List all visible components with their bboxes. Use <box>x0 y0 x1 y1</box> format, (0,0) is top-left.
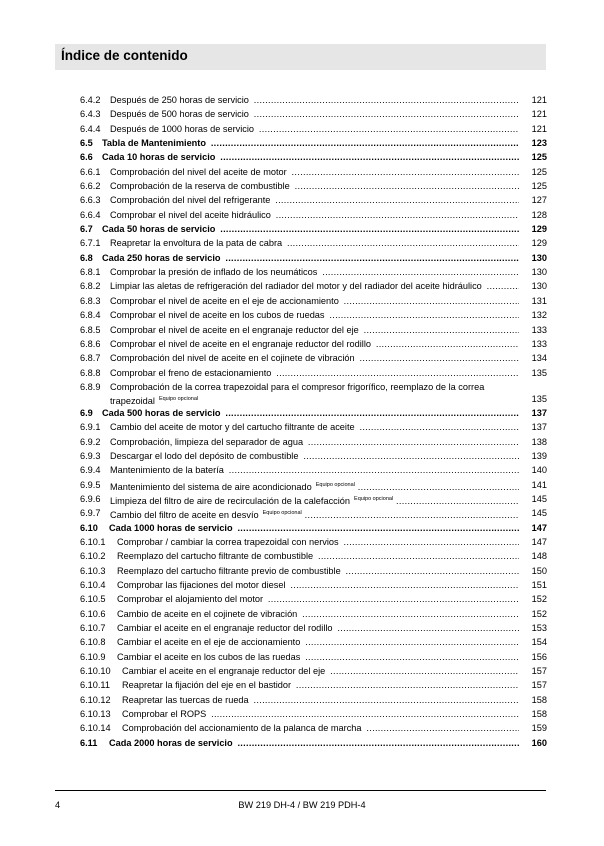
toc-entry-title[interactable] <box>122 678 519 692</box>
toc-entry-title-text: Comprobación del nivel de aceite en el cojinete de vibración <box>110 353 355 364</box>
toc-entry[interactable] <box>80 294 547 308</box>
toc-entry-page: 129 <box>531 224 547 235</box>
table-of-contents <box>80 93 547 750</box>
toc-entry-title[interactable] <box>110 122 519 136</box>
toc-entry[interactable] <box>80 208 547 222</box>
toc-entry-page: 134 <box>531 353 547 364</box>
toc-entry-number: 6.6.3 <box>80 195 101 206</box>
toc-entry-number: 6.4.2 <box>80 95 101 105</box>
toc-entry-title[interactable] <box>110 236 519 250</box>
toc-entry[interactable] <box>80 736 547 750</box>
toc-entry-number: 6.10.8 <box>80 637 106 648</box>
toc-entry-title[interactable] <box>110 351 519 365</box>
toc-entry-number: 6.10.12 <box>80 694 111 705</box>
toc-entry-page: 128 <box>531 209 547 220</box>
toc-entry-page: 153 <box>531 623 547 634</box>
toc-entry[interactable] <box>80 621 547 635</box>
toc-entry-title-text: Después de 1000 horas de servicio <box>110 123 255 134</box>
toc-entry-title-text: Mantenimiento del sistema de aire acondicionado <box>110 481 312 492</box>
toc-entry-title-text: Cada 10 horas de servicio <box>102 152 216 163</box>
toc-entry[interactable] <box>80 592 547 606</box>
toc-entry-number: 6.10.10 <box>80 666 111 677</box>
optional-equipment-tag: Equipo opcional <box>262 510 302 517</box>
toc-entry-number: 6.6.4 <box>80 209 101 220</box>
toc-entry-title[interactable] <box>102 406 519 420</box>
toc-entry-title[interactable] <box>110 449 519 463</box>
toc-entry[interactable] <box>80 721 547 735</box>
toc-entry-number: 6.8.1 <box>80 267 101 278</box>
toc-entry-title[interactable] <box>117 578 519 592</box>
toc-entry-page: 125 <box>531 181 547 192</box>
toc-entry-page: 130 <box>531 267 547 278</box>
toc-entry-page: 147 <box>531 522 547 533</box>
toc-entry-title[interactable] <box>110 366 519 380</box>
toc-entry-page: 138 <box>531 436 547 447</box>
toc-entry[interactable] <box>80 435 547 449</box>
toc-entry-title[interactable] <box>117 650 519 664</box>
toc-entry-page: 158 <box>531 694 547 705</box>
toc-entry-page: 121 <box>531 109 547 120</box>
toc-entry-number: 6.8.6 <box>80 338 101 349</box>
toc-entry-title[interactable] <box>117 592 519 606</box>
toc-entry-title-text: Comprobar el freno de estacionamiento <box>110 367 272 378</box>
toc-entry[interactable] <box>80 521 547 535</box>
toc-entry[interactable] <box>80 265 547 279</box>
toc-entry-title[interactable] <box>109 521 519 535</box>
toc-entry-page: 137 <box>531 407 547 418</box>
toc-entry-title[interactable] <box>117 549 519 563</box>
toc-entry-number: 6.9.4 <box>80 465 101 476</box>
toc-entry-title[interactable] <box>110 323 519 337</box>
toc-entry-title[interactable] <box>117 621 519 635</box>
toc-entry[interactable] <box>80 635 547 649</box>
toc-entry-page: 145 <box>531 493 547 504</box>
toc-entry-page: 152 <box>531 594 547 605</box>
toc-entry-number: 6.7 <box>80 224 93 235</box>
toc-entry-page: 130 <box>531 281 547 292</box>
toc-entry-number: 6.10.7 <box>80 623 106 634</box>
toc-entry-title[interactable] <box>109 736 519 750</box>
toc-entry-title[interactable] <box>110 308 519 322</box>
toc-entry[interactable] <box>80 93 547 107</box>
toc-entry-number: 6.5 <box>80 138 93 149</box>
toc-entry[interactable] <box>80 107 547 121</box>
toc-entry-page: 151 <box>531 580 547 590</box>
toc-entry-title-text: Comprobar el nivel de aceite en el eje de accionamiento <box>110 295 339 306</box>
toc-entry-number: 6.10.1 <box>80 536 106 547</box>
toc-entry-page: 127 <box>531 195 547 206</box>
toc-entry-title[interactable] <box>122 664 519 678</box>
toc-entry-title-text: Mantenimiento de la batería <box>110 465 224 476</box>
toc-entry-title-text: Comprobar el nivel de aceite en el engranaje reductor del rodillo <box>110 338 371 349</box>
toc-entry-title[interactable] <box>110 463 519 477</box>
toc-entry-title[interactable] <box>110 435 519 449</box>
toc-entry-page: 125 <box>531 152 547 163</box>
toc-entry-title-text: Cambio del aceite de motor y del cartucho filtrante de aceite <box>110 422 355 433</box>
toc-entry-title[interactable] <box>110 294 519 308</box>
toc-entry-title[interactable] <box>110 381 519 407</box>
toc-entry-title-text: Después de 250 horas de servicio <box>110 95 249 105</box>
toc-entry-number: 6.9.2 <box>80 436 101 447</box>
toc-entry-page: 133 <box>531 338 547 349</box>
toc-entry-title-text: Cada 50 horas de servicio <box>102 224 216 235</box>
toc-entry-number: 6.8.7 <box>80 353 101 364</box>
toc-entry-title-text: Cada 250 horas de servicio <box>102 252 221 263</box>
toc-entry-number: 6.6.2 <box>80 181 101 192</box>
toc-entry[interactable] <box>80 578 547 592</box>
toc-entry-number: 6.10.9 <box>80 651 106 662</box>
toc-entry[interactable] <box>80 380 547 406</box>
toc-entry-title[interactable] <box>117 535 519 549</box>
toc-entry-title[interactable] <box>122 693 519 707</box>
toc-entry[interactable] <box>80 650 547 664</box>
toc-entry-title-text: Cada 500 horas de servicio <box>102 407 221 418</box>
toc-entry[interactable] <box>80 236 547 250</box>
toc-entry[interactable] <box>80 478 547 492</box>
toc-entry-page: 154 <box>531 637 547 648</box>
toc-entry-number: 6.4.4 <box>80 123 101 134</box>
toc-entry-page: 129 <box>531 238 547 249</box>
toc-entry-number: 6.10.14 <box>80 723 111 734</box>
optional-equipment-tag: Equipo opcional <box>315 481 355 488</box>
toc-entry-page: 160 <box>531 737 547 748</box>
toc-entry[interactable] <box>80 449 547 463</box>
toc-entry-title[interactable] <box>110 165 519 179</box>
toc-entry-number: 6.8 <box>80 252 93 263</box>
toc-entry-title-text: Después de 500 horas de servicio <box>110 109 249 120</box>
toc-entry-title[interactable] <box>110 107 519 121</box>
footer-page-number: 4 <box>55 800 61 810</box>
toc-entry-title-text: Comprobación del nivel del refrigerante <box>110 195 271 206</box>
toc-entry-title[interactable] <box>110 420 519 434</box>
toc-entry[interactable] <box>80 420 547 434</box>
toc-entry-page: 132 <box>531 310 547 321</box>
toc-entry-page: 123 <box>531 138 547 149</box>
toc-entry-number: 6.9 <box>80 407 93 418</box>
toc-entry-page: 121 <box>531 123 547 134</box>
toc-entry-title[interactable] <box>122 707 519 721</box>
toc-entry-title-text: Comprobar la presión de inflado de los neumáticos <box>110 267 318 278</box>
toc-entry[interactable] <box>80 366 547 380</box>
toc-entry-title[interactable] <box>110 279 519 293</box>
footer-divider <box>55 790 546 791</box>
toc-entry-number: 6.10.4 <box>80 580 106 590</box>
toc-entry-title-text: Cambiar el aceite en el engranaje reductor del rodillo <box>117 623 333 634</box>
toc-entry-page: 145 <box>531 508 547 519</box>
toc-entry-number: 6.8.5 <box>80 324 101 335</box>
toc-entry[interactable] <box>80 535 547 549</box>
toc-entry-title-text: Comprobar el ROPS <box>122 709 207 720</box>
toc-entry[interactable] <box>80 122 547 136</box>
toc-entry-number: 6.8.4 <box>80 310 101 321</box>
toc-entry[interactable] <box>80 406 547 420</box>
toc-entry-title[interactable] <box>110 193 519 207</box>
toc-entry[interactable] <box>80 150 547 164</box>
toc-entry-title-text: Cambiar el aceite en los cubos de las ruedas <box>117 651 301 662</box>
toc-entry-page: 135 <box>531 393 547 404</box>
toc-entry-title[interactable] <box>122 721 519 735</box>
toc-entry[interactable] <box>80 664 547 678</box>
toc-entry-page: 152 <box>531 608 547 619</box>
toc-entry-number: 6.7.1 <box>80 238 101 249</box>
toc-entry-title[interactable] <box>117 607 519 621</box>
toc-entry-page: 148 <box>531 551 547 562</box>
toc-entry-title-text: Comprobar las fijaciones del motor diesel <box>117 580 286 590</box>
toc-entry-title[interactable] <box>117 564 519 578</box>
toc-entry-title-text: Comprobación de la reserva de combustible <box>110 181 290 192</box>
toc-entry-number: 6.10.2 <box>80 551 106 562</box>
toc-entry-page: 121 <box>531 95 547 105</box>
toc-entry-page: 137 <box>531 422 547 433</box>
toc-entry-title-text: Descargar el lodo del depósito de combustible <box>110 450 299 461</box>
toc-entry-title[interactable] <box>117 635 519 649</box>
toc-entry[interactable] <box>80 337 547 351</box>
toc-entry[interactable] <box>80 463 547 477</box>
toc-entry-title-text: Reemplazo del cartucho filtrante de combustible <box>117 551 314 562</box>
toc-entry[interactable] <box>80 323 547 337</box>
toc-entry-title-text: Cambiar el aceite en el engranaje reductor del eje <box>122 666 326 677</box>
toc-entry-title-text: Comprobación de la correa trapezoidal para el compresor frigorífico, reemplazo de la correa trapezoidal <box>110 381 485 406</box>
toc-entry-number: 6.10.11 <box>80 680 110 691</box>
toc-entry-number: 6.10.5 <box>80 594 106 605</box>
toc-entry-page: 140 <box>531 465 547 476</box>
toc-entry-title-text: Limpiar las aletas de refrigeración del radiador del motor y del radiador del aceite hidráulico <box>110 281 482 292</box>
toc-entry-title-text: Limpieza del filtro de aire de recirculación de la calefacción <box>110 495 351 506</box>
toc-entry-number: 6.10.3 <box>80 565 106 576</box>
toc-entry-number: 6.9.6 <box>80 493 101 504</box>
toc-entry-number: 6.8.8 <box>80 367 101 378</box>
toc-entry[interactable] <box>80 222 547 236</box>
toc-entry-title[interactable] <box>102 150 519 164</box>
toc-entry-number: 6.6.1 <box>80 166 101 177</box>
toc-entry-title-text: Comprobar el nivel de aceite en los cubos de ruedas <box>110 310 325 321</box>
toc-entry-page: 141 <box>531 479 547 490</box>
toc-entry-title-text: Cada 1000 horas de servicio <box>109 522 233 533</box>
toc-entry-page: 158 <box>531 709 547 720</box>
toc-entry-number: 6.10 <box>80 522 98 533</box>
toc-entry-title[interactable] <box>110 208 519 222</box>
toc-entry[interactable] <box>80 607 547 621</box>
toc-entry-title[interactable] <box>102 136 519 150</box>
toc-entry-title[interactable] <box>110 179 519 193</box>
toc-entry-title[interactable] <box>102 222 519 236</box>
toc-entry-title[interactable] <box>102 251 519 265</box>
toc-entry-page: 156 <box>531 651 547 662</box>
section-header <box>55 44 546 70</box>
toc-entry-title-text: Comprobar el nivel del aceite hidráulico <box>110 209 271 220</box>
toc-entry-number: 6.8.2 <box>80 281 101 292</box>
toc-entry-title-text: Reemplazo del cartucho filtrante previo de combustible <box>117 565 341 576</box>
toc-entry-title-text: Tabla de Mantenimiento <box>102 138 206 149</box>
toc-entry-title-text: Cada 2000 horas de servicio <box>109 737 233 748</box>
page-title: Índice de contenido <box>61 48 188 63</box>
toc-entry[interactable] <box>80 351 547 365</box>
toc-entry-page: 139 <box>531 450 547 461</box>
toc-entry-page: 135 <box>531 367 547 378</box>
toc-entry-title-text: Cambio del filtro de aceite en desvío <box>110 510 259 521</box>
toc-entry[interactable] <box>80 678 547 692</box>
toc-entry-page: 157 <box>531 666 547 677</box>
toc-entry-page: 133 <box>531 324 547 335</box>
toc-entry-number: 6.9.3 <box>80 450 101 461</box>
toc-entry-page: 130 <box>531 252 547 263</box>
toc-entry[interactable] <box>80 193 547 207</box>
toc-entry-title-text: Comprobación, limpieza del separador de agua <box>110 436 304 447</box>
toc-entry-title-text: Comprobar el alojamiento del motor <box>117 594 264 605</box>
toc-entry-title-text: Reapretar la fijación del eje en el bastidor <box>122 680 292 691</box>
toc-entry-title-text: Cambiar el aceite en el eje de accionamiento <box>117 637 301 648</box>
toc-entry-title-text: Reapretar la envoltura de la pata de cabra <box>110 238 283 249</box>
toc-entry-title-text: Comprobar / cambiar la correa trapezoidal con nervios <box>117 536 339 547</box>
toc-entry-number: 6.10.13 <box>80 709 111 720</box>
toc-entry[interactable] <box>80 308 547 322</box>
toc-entry-number: 6.4.3 <box>80 109 101 120</box>
toc-entry-number: 6.11 <box>80 737 98 748</box>
toc-entry[interactable] <box>80 136 547 150</box>
toc-entry-title-text: Comprobación del accionamiento de la palanca de marcha <box>122 723 362 734</box>
toc-entry-page: 125 <box>531 166 547 177</box>
toc-entry-title[interactable] <box>110 93 519 107</box>
toc-entry-title-text: Reapretar las tuercas de rueda <box>122 694 249 705</box>
toc-entry-title[interactable] <box>110 337 519 351</box>
toc-entry-page: 131 <box>531 295 547 306</box>
toc-entry-number: 6.9.5 <box>80 479 101 490</box>
toc-entry-number: 6.9.1 <box>80 422 101 433</box>
toc-entry[interactable] <box>80 506 547 520</box>
toc-entry[interactable] <box>80 707 547 721</box>
toc-entry-number: 6.6 <box>80 152 93 163</box>
toc-entry[interactable] <box>80 251 547 265</box>
toc-entry-title[interactable] <box>110 265 519 279</box>
optional-equipment-tag: Equipo opcional <box>354 495 394 502</box>
toc-entry-page: 159 <box>531 723 547 734</box>
toc-entry[interactable] <box>80 549 547 563</box>
toc-entry-number: 6.10.6 <box>80 608 106 619</box>
toc-entry-number: 6.8.3 <box>80 295 101 306</box>
toc-entry-title-text: Cambio de aceite en el cojinete de vibración <box>117 608 298 619</box>
toc-entry-page: 157 <box>531 680 547 691</box>
toc-entry-title-text: Comprobación del nivel del aceite de motor <box>110 166 287 177</box>
toc-entry-title-text: Comprobar el nivel de aceite en el engranaje reductor del eje <box>110 324 359 335</box>
toc-entry[interactable] <box>80 564 547 578</box>
toc-entry[interactable] <box>80 279 547 293</box>
toc-entry-number: 6.9.7 <box>80 508 101 519</box>
toc-entry[interactable] <box>80 179 547 193</box>
optional-equipment-tag: Equipo opcional <box>158 395 199 402</box>
toc-entry[interactable] <box>80 492 547 506</box>
toc-entry-page: 150 <box>531 565 547 576</box>
toc-entry[interactable] <box>80 165 547 179</box>
toc-entry-page: 147 <box>531 536 547 547</box>
footer-model-name: BW 219 DH-4 / BW 219 PDH-4 <box>238 800 366 810</box>
toc-entry[interactable] <box>80 693 547 707</box>
toc-entry-number: 6.8.9 <box>80 381 101 392</box>
